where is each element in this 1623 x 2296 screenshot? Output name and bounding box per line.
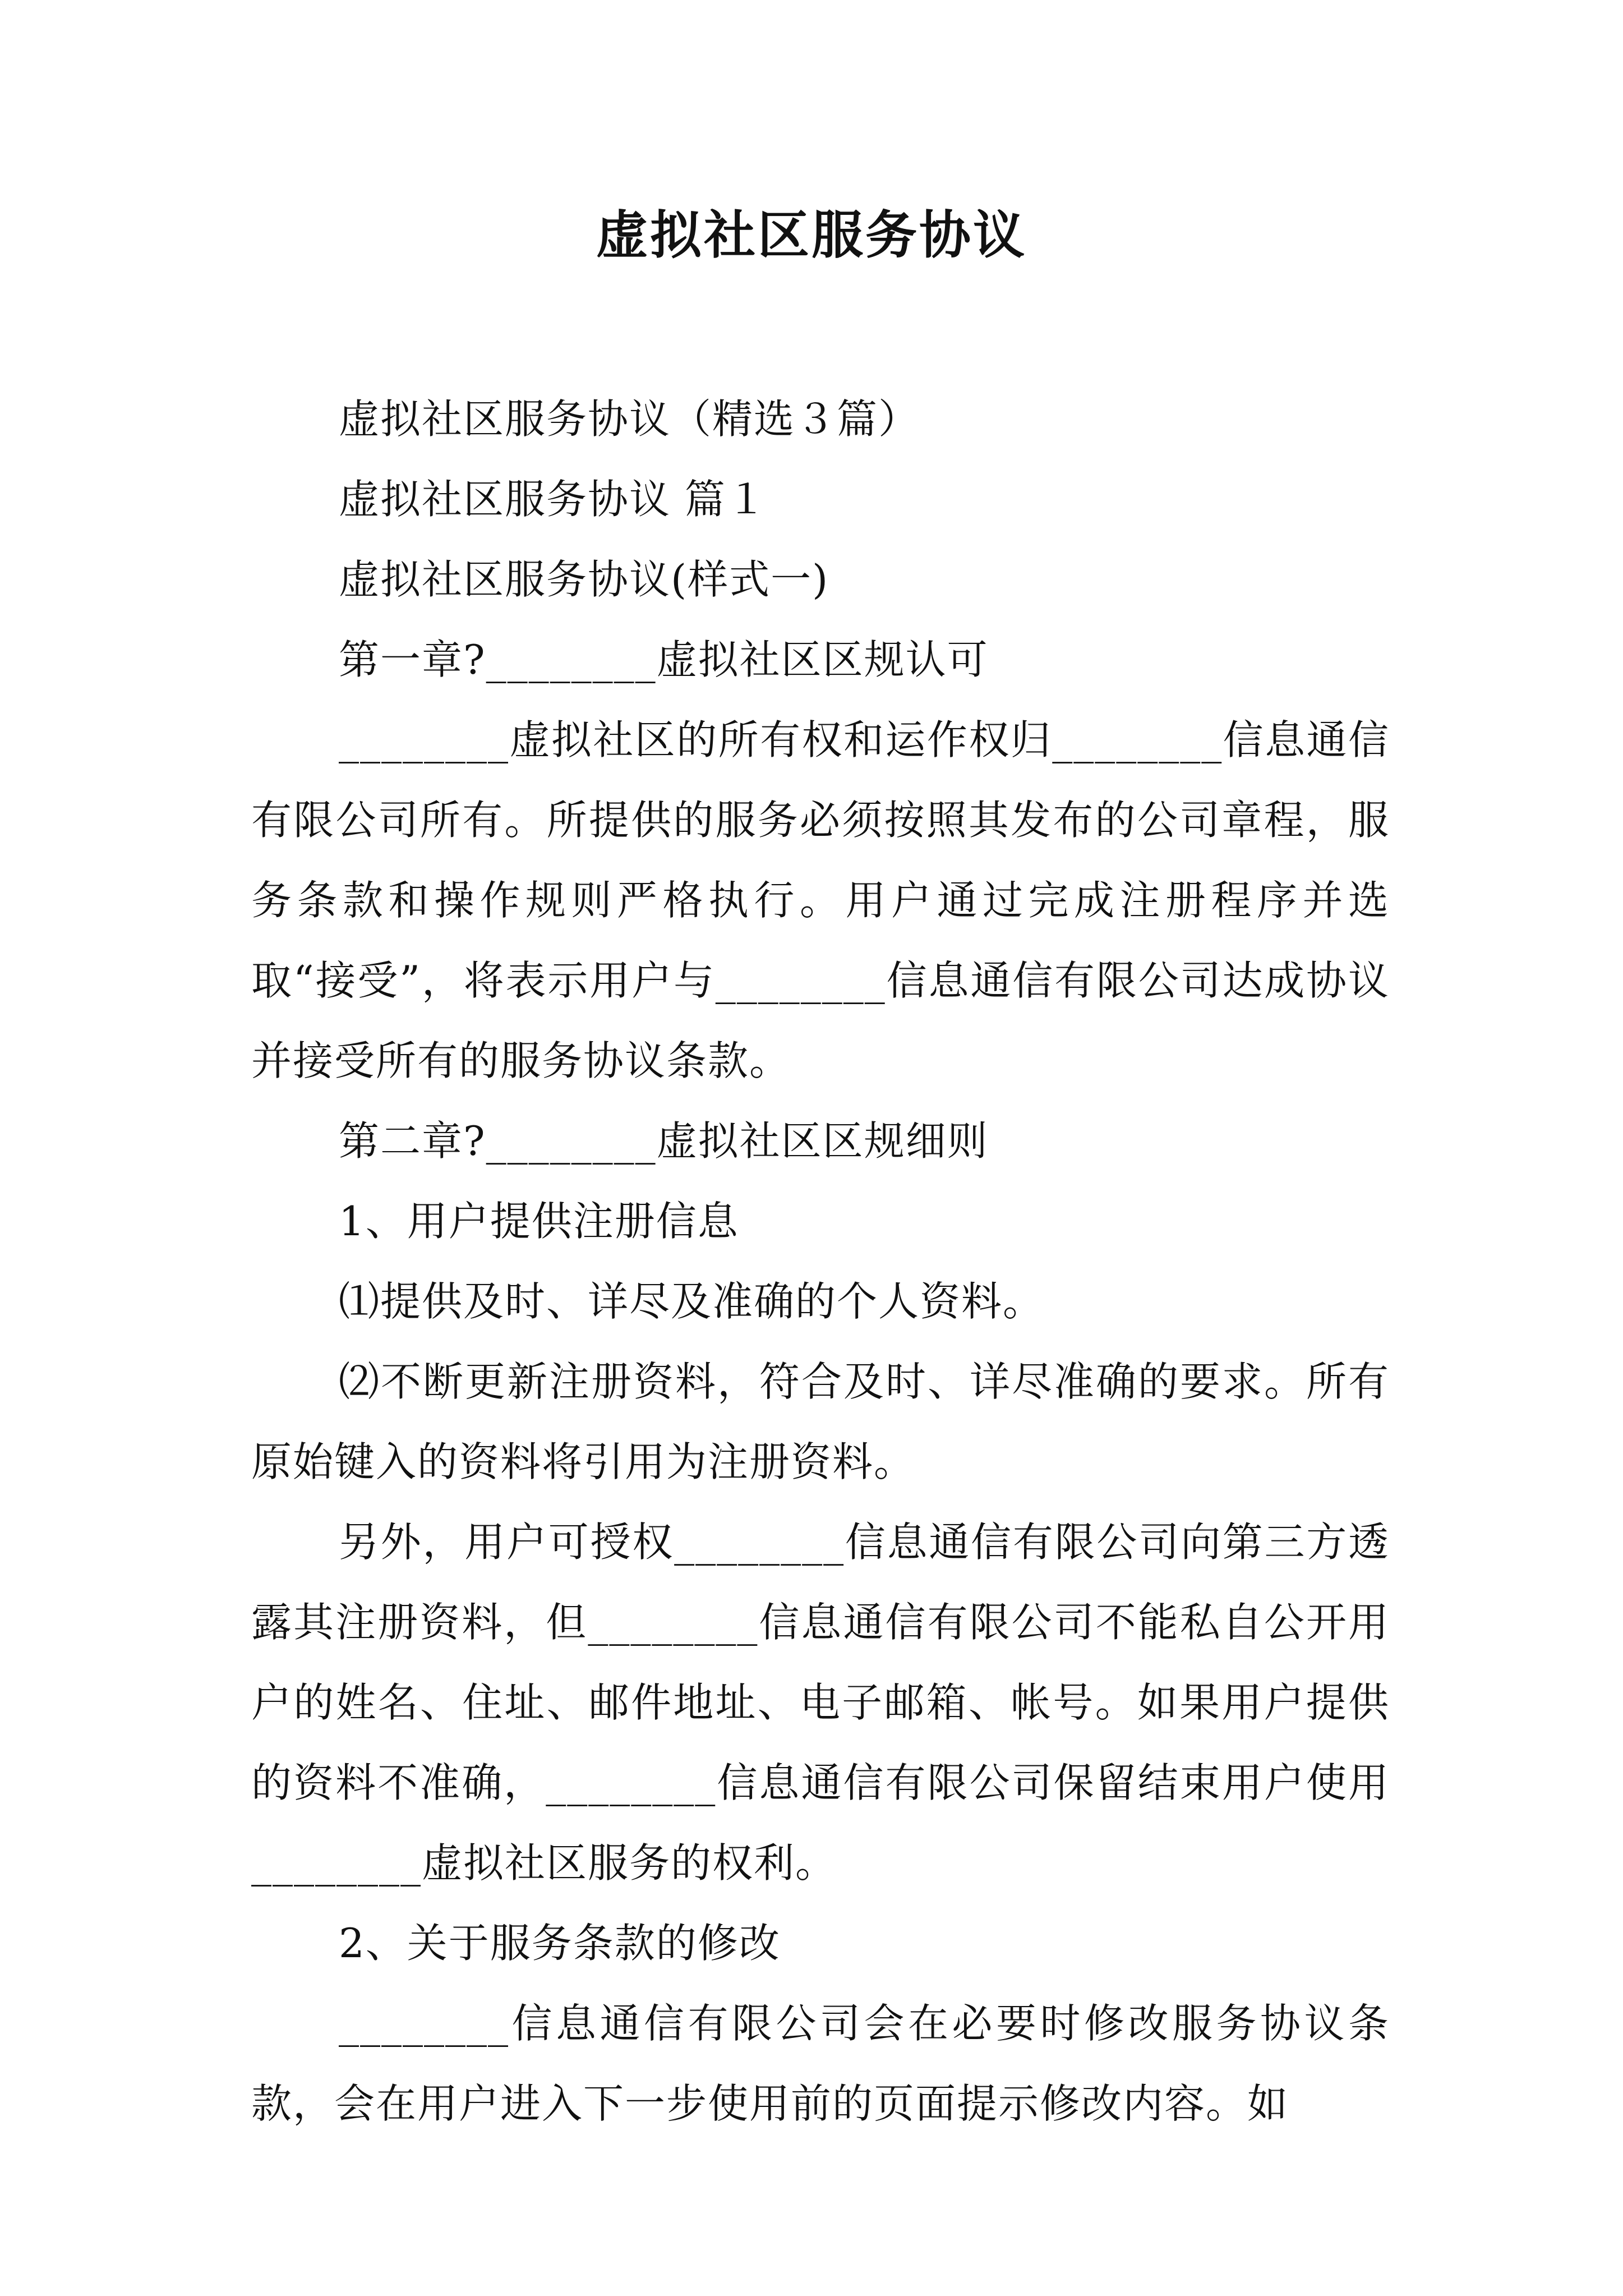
list-item-1: ⑴提供及时、详尽及准确的个人资料。	[339, 1278, 1045, 1325]
paragraph-part-heading: 虚拟社区服务协议 篇１	[339, 476, 768, 523]
paragraph-ownership: ________虚拟社区的所有权和运作权归________信息通信有限公司所有。所提供的服务必须按照其发布的公司章程，服务条款和操作规则严格执行。用户通过完成注册程序并选取“接受”，将表示用户与________信息通信有限公司达成协议并接受所有的服务协议条款。	[251, 716, 1390, 1084]
chapter-one-heading: 第一章?________虚拟社区区规认可	[339, 636, 989, 683]
paragraph-terms: ________信息通信有限公司会在必要时修改服务协议条款，会在用户进入下一步使用前的页面提示修改内容。如	[251, 2000, 1390, 2127]
section-terms-heading: 2、关于服务条款的修改	[339, 1920, 781, 1967]
paragraph-privacy: 另外，用户可授权________信息通信有限公司向第三方透露其注册资料，但________信息通信有限公司不能私自公开用户的姓名、住址、邮件地址、电子邮箱、帐号。如果用户提供的资料不准确，________信息通信有限公司保留结束用户使用________虚拟社区服务的权利。	[251, 1519, 1390, 1887]
section-registration-heading: 1、用户提供注册信息	[339, 1198, 739, 1245]
chapter-two-heading: 第二章?________虚拟社区区规细则	[339, 1117, 989, 1165]
document-title: 虚拟社区服务协议	[596, 205, 1027, 265]
list-item-2: ⑵不断更新注册资料，符合及时、详尽准确的要求。所有原始键入的资料将引用为注册资料。	[251, 1358, 1390, 1485]
paragraph-style-heading: 虚拟社区服务协议(样式一)	[339, 556, 829, 603]
document-body	[251, 379, 1390, 2144]
paragraph-subtitle: 虚拟社区服务协议（精选３篇）	[339, 395, 920, 443]
